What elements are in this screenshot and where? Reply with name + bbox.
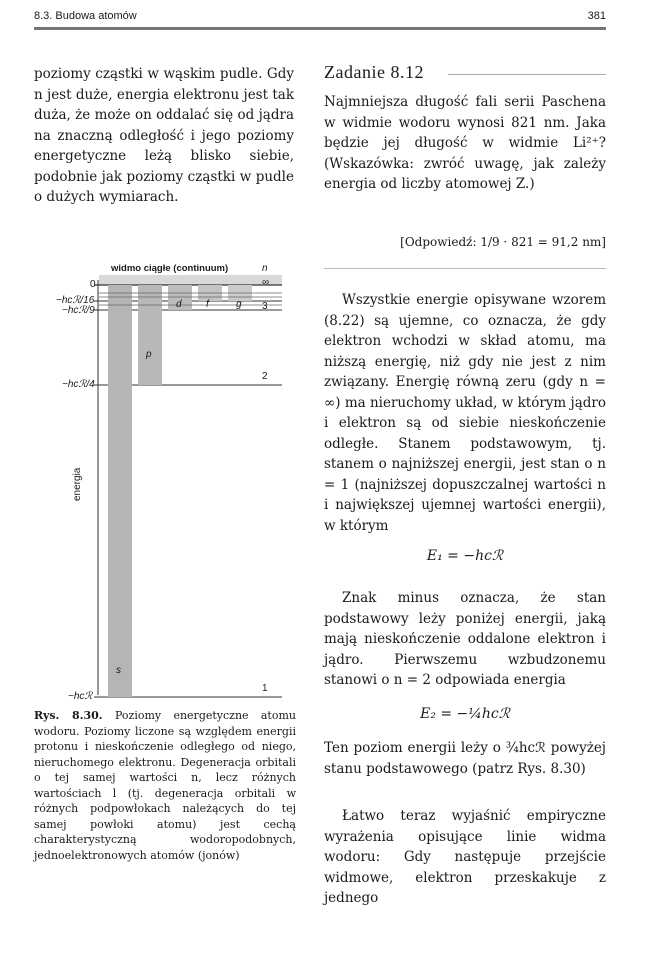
exercise-body (324, 92, 606, 195)
continuum-band (99, 275, 282, 285)
exercise-header (324, 62, 606, 86)
level-label-4: −hcℛ/4 (62, 379, 95, 390)
formula-e1: E₁ = −hcℛ (426, 548, 504, 564)
orbital-p: p (146, 349, 152, 360)
caption-text: Poziomy energetyczne atomu wodoru. Poziomy liczone są względem energii protonu i nieskończenie odległego od niego, nieruchomego elektronu. Degeneracja orbitali o tej samej wartości n, lecz różnych wartościach l (tj. degeneracja orbitali w różnych podpowłokach należących do tej samej powłoki atomu) jest cechą charakterystyczną wodoropodobnych, jednoelektronowych atomów (jonów) (34, 709, 296, 862)
orbital-bar-s (108, 285, 132, 697)
level-label-9: −hcℛ/9 (62, 305, 95, 316)
orbital-d: d (176, 299, 182, 310)
running-header (34, 10, 606, 24)
orbital-g: g (236, 299, 242, 310)
level-label-0: 0 (90, 279, 96, 290)
formula-e2: E₂ = −¼hcℛ (420, 706, 510, 722)
right-paragraph-4: Łatwo teraz wyjaśnić empiryczne wyrażenia opisujące linie widma wodoru: Gdy następuje przejście widmowe, elektron przeskakuje z jednego (324, 808, 606, 906)
header-rule (34, 27, 606, 30)
left-column-text (34, 64, 294, 208)
right-paragraph-3: Ten poziom energii leży o ¾hcℛ powyżej stanu podstawowego (patrz Rys. 8.30) (324, 740, 606, 777)
exercise-title: Zadanie 8.12 (324, 62, 424, 82)
right-paragraph-2: Znak minus oznacza, że stan podstawowy leży poniżej energii, jaką mają nieskończenie oddalone elektron i jądro. Pierwszemu wzbudzonemu stanowi o n = 2 odpowiada energia (324, 590, 606, 688)
right-paragraph-1: Wszystkie energie opisywane wzorem (8.22) są ujemne, co oznacza, że gdy elektron wchodzi w skład atomu, ma niższą energię, niż gdy nie jest z nim związany. Energię równą zeru (gdy n = ∞) ma nieruchomy układ, w którym jądro i elektron są od siebie nieskończenie odległe. Stanem podstawowym, tj. stanem o najniższej energii, jest stan o n = 1 (najniższej dopuszczalnej wartości n i największej ujemnej wartości energii), w którym (324, 292, 606, 534)
continuum-label: widmo ciągłe (continuum) (111, 263, 229, 274)
n-1: 1 (262, 683, 268, 694)
n-2: 2 (262, 371, 268, 382)
exercise-text: Najmniejsza długość fali serii Paschena w widmie wodoru wynosi 821 nm. Jaka będzie jej długość w widmie Li²⁺? (Wskazówka: zwróć uwagę, jak zależy energia od liczby atomowej Z.) (324, 94, 606, 192)
n-header: n (262, 263, 268, 274)
orbital-f: f (206, 299, 209, 310)
level-label-16: −hcℛ/16 (56, 295, 95, 306)
exercise-answer: [Odpowiedź: 1/9 · 821 = 91,2 nm] (400, 235, 606, 249)
page-number: 381 (587, 10, 606, 22)
orbital-bar-p (138, 285, 162, 385)
section-title: 8.3. Budowa atomów (34, 10, 137, 22)
caption-label: Rys. 8.30. (34, 709, 103, 722)
energy-level-diagram (56, 265, 292, 705)
orbital-s: s (116, 665, 121, 676)
figure-caption (34, 708, 296, 863)
axis-label-energia: energia (72, 467, 83, 501)
diagram-svg (56, 265, 292, 705)
level-label-1: −hcℛ (68, 691, 93, 702)
n-3: 3 (262, 301, 268, 312)
exercise-rule (448, 74, 606, 75)
exercise-separator (324, 268, 606, 269)
n-inf: ∞ (262, 277, 270, 288)
left-paragraph: poziomy cząstki w wąskim pudle. Gdy n jest duże, energia elektronu jest tak duża, że może on oddalać się od jądra na znaczną odległość i jego poziomy energetyczne leżą blisko siebie, podobnie jak poziomy cząstki w pudle o dużych wymiarach. (34, 66, 294, 205)
